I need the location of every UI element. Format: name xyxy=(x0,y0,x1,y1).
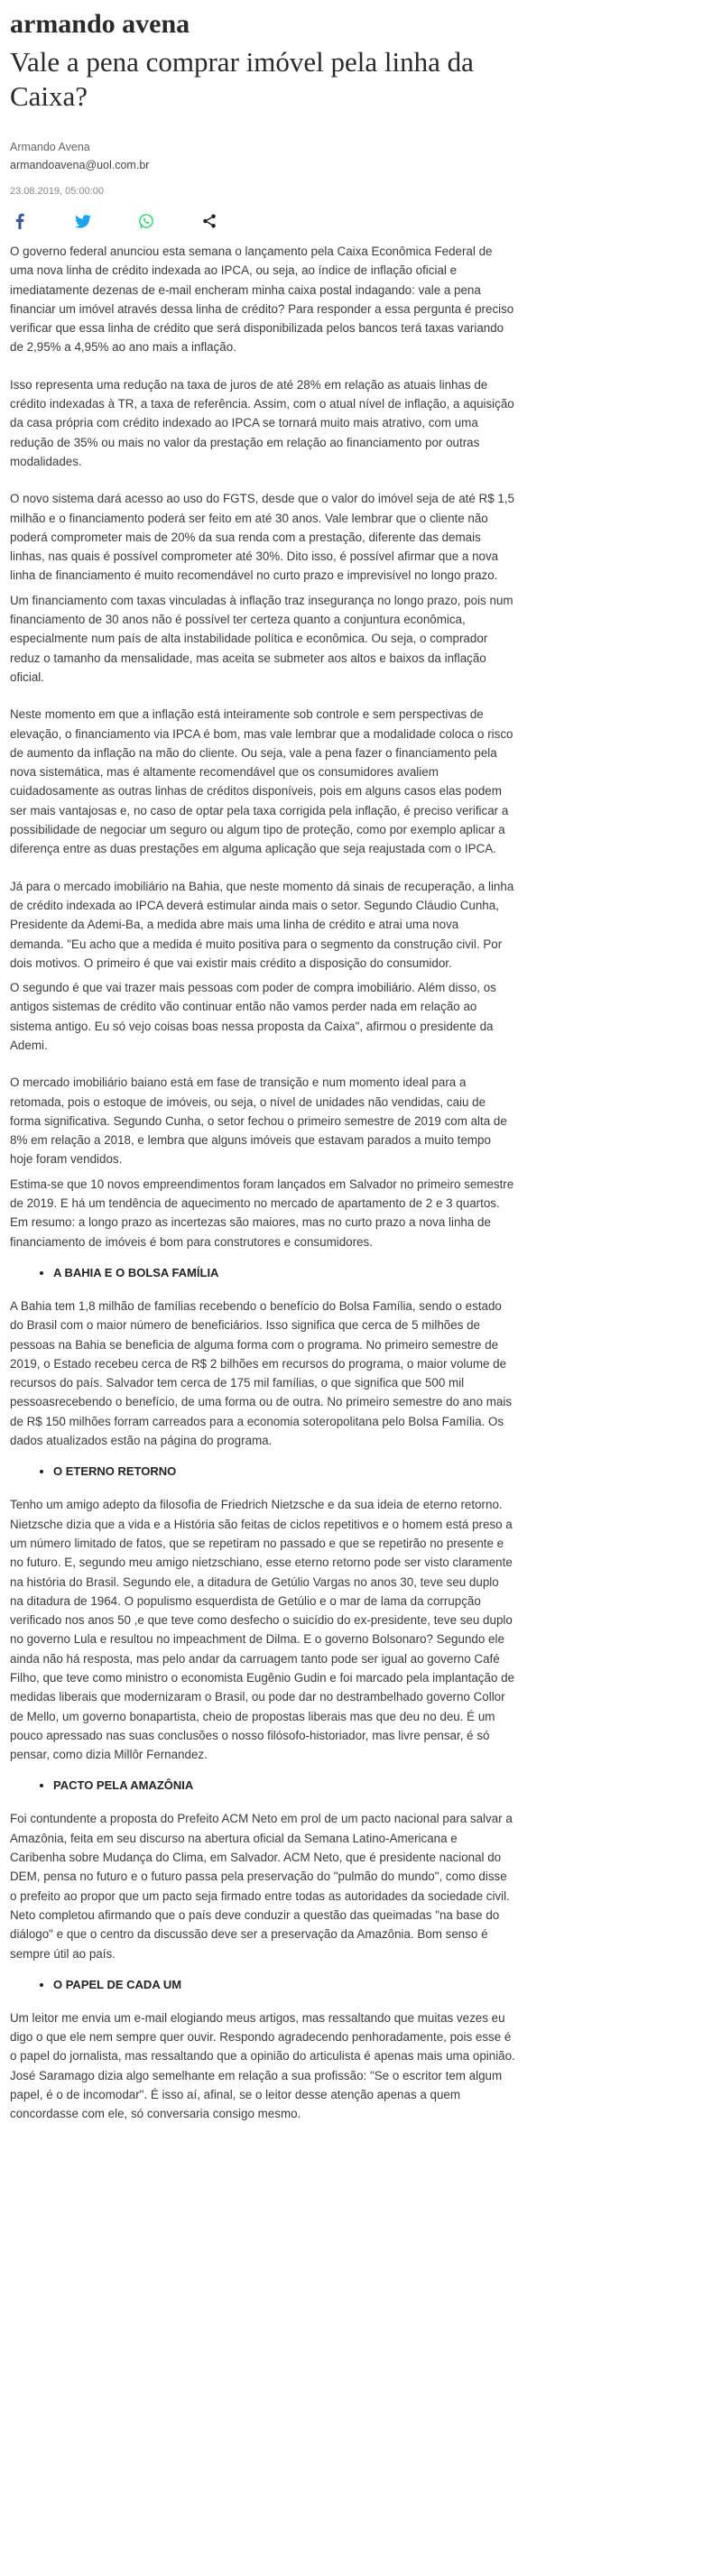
author-name: Armando Avena xyxy=(10,141,90,153)
section-heading: • O PAPEL DE CADA UM xyxy=(53,1976,515,1994)
facebook-icon[interactable] xyxy=(10,211,30,231)
twitter-icon[interactable] xyxy=(73,211,93,231)
article-headline: Vale a pena comprar imóvel pela linha da Caixa? xyxy=(10,46,474,112)
publish-date: 23.08.2019, 05:00:00 xyxy=(10,186,104,197)
share-bar xyxy=(10,211,515,231)
article-paragraph: O novo sistema dará acesso ao uso do FGTS, desde que o valor do imóvel seja de até R$ 1,5 milhão e o financiamento poderá ser feito em até 30 anos. Vale lembrar que o cliente não poderá comprometer mais de 20% da sua renda com a prestação, diferente das demais linhas, nas quais é possível comprometer até 30%. Dito isso, é possível afirmar que a nova linha de financiamento é muito recomendável no curto prazo e imprevisível no longo prazo. xyxy=(10,492,515,583)
section-heading: • PACTO PELA AMAZÔNIA xyxy=(53,1777,515,1795)
article-paragraph: Já para o mercado imobiliário na Bahia, que neste momento dá sinais de recuperação, a linha de crédito indexada ao IPCA deverá estimular ainda mais o setor. Segundo Cláudio Cunha, Presidente da Ademi-Ba, a medida abre mais uma linha de crédito e atrai uma nova demanda. "Eu acho que a medida é muito positiva para o segmento da construção civil. Por dois motivos. O primeiro é que vai existir mais crédito a disposição do consumidor. xyxy=(10,879,514,970)
article-paragraph: O governo federal anunciou esta semana o lançamento pela Caixa Econômica Federal de uma nova linha de crédito indexada ao IPCA, ou seja, ao índice de inflação oficial e imediatamente dezenas de e-mail encheram minha caixa postal indagando: vale a pena financiar um imóvel através dessa linha de crédito? Para responder a essa pergunta é preciso verificar que essa linha de crédito que será disponibilizada pelos bancos terá taxas variando de 2,95% a 4,95% ao ano mais a inflação. xyxy=(10,245,514,355)
share-icon[interactable] xyxy=(199,211,219,231)
whatsapp-icon[interactable] xyxy=(136,211,156,231)
article-paragraph: Tenho um amigo adepto da filosofia de Friedrich Nietzsche e da sua ideia de eterno retorno. Nietzsche dizia que a vida e a História são feitas de ciclos repetitivos e o homem está preso a um número limitado de fatos, que se repetiram no passado e que se repetirão no presente e no futuro. E, segundo meu amigo nietzschiano, esse eterno retorno pode ser visto claramente na história do Brasil. Segundo ele, a ditadura de Getúlio Vargas no anos 30, teve seu duplo na ditadura de 1964. O populismo esquerdista de Getúlio e o mar de lama da corrupção verificado nos anos 50 ,e que teve como desfecho o suicídio do ex-presidente, teve seu duplo no governo Lula e resultou no impeachment de Dilma. E o governo Bolsonaro? Segundo ele ainda não há resposta, mas pelo andar da carruagem tanto pode ser igual ao governo Café Filho, que teve como ministro o economista Eugênio Gudin e foi marcado pela implantação de medidas liberais que modernizaram o Brasil, ou pode dar no destrambelhado governo Collor de Mello, um governo bonapartista, cheio de propostas liberais mas que deu no deu. É um pouco apressado nas suas conclusões o nosso filósofo-historiador, mas livre pensar, é só pensar, como dizia Millôr Fernandez. xyxy=(10,1498,515,1762)
article-body xyxy=(10,242,515,2124)
section-heading-list xyxy=(10,1777,515,1795)
section-heading-list xyxy=(10,1976,515,1994)
article-paragraph: Neste momento em que a inflação está inteiramente sob controle e sem perspectivas de elevação, o financiamento via IPCA é bom, mas vale lembrar que a modalidade coloca o risco de aumento da inflação na mão do cliente. Ou seja, vale a pena fazer o financiamento pela nova sistemática, mas é altamente recomendável que os consumidores avaliem cuidadosamente as outras linhas de créditos disponíveis, pois em alguns casos elas podem ser mais vantajosas e, no caso de optar pela taxa corrigida pela inflação, é preciso verificar a possibilidade de negociar um seguro ou algum tipo de proteção, como por exemplo aplicar a diferença entre as duas prestações em alguma aplicação que seja reajustada com o IPCA. xyxy=(10,707,513,856)
article-paragraph: O mercado imobiliário baiano está em fase de transição e num momento ideal para a retomada, pois o estoque de imóveis, ou seja, o nível de unidades não vendidas, caiu de forma significativa. Segundo Cunha, o setor fechou o primeiro semestre de 2019 com alta de 8% em relação a 2018, e lembra que alguns imóveis que estavam parados a muito tempo hoje foram vendidos. xyxy=(10,1076,507,1167)
article-paragraph: Um leitor me envia um e-mail elogiando meus artigos, mas ressaltando que muitas vezes eu digo o que ele nem sempre quer ouvir. Respondo agradecendo penhoradamente, pois esse é o papel do jornalista, mas ressaltando que a opinião do articulista é apenas mais uma opinião. José Saramago dizia algo semelhante em relação a sua profissão: "Se o escritor tem algum papel, é o de incomodar". É isso aí, afinal, se o leitor desse atenção apenas a quem concordasse com ele, só conversaria consigo mesmo. xyxy=(10,2010,515,2121)
article-paragraph: Foi contundente a proposta do Prefeito ACM Neto em prol de um pacto nacional para salvar a Amazônia, feita em seu discurso na abertura oficial da Semana Latino-Americana e Caribenha sobre Mudança do Clima, em Salvador. ACM Neto, que é presidente nacional do DEM, pensa no futuro e o futuro passa pela preservação do "pulmão do mundo", como disse o prefeito ao propor que um pacto seja firmado entre todas as autoridades da sociedade civil. Neto completou afirmando que o país deve conduzir a questão das queimadas "na base do diálogo" e que o centro da discussão deve ser a preservação da Amazônia. Bom senso é sempre útil ao país. xyxy=(10,1812,513,1961)
article-paragraph: Isso representa uma redução na taxa de juros de até 28% em relação as atuais linhas de crédito indexadas à TR, a taxa de referência. Assim, com o atual nível de inflação, a aquisição da casa própria com crédito indexado ao IPCA se tornará muito mais atrativo, com uma redução de 35% ou mais no valor da prestação em relação ao financiamento por outras modalidades. xyxy=(10,377,514,468)
article-paragraph: O segundo é que vai trazer mais pessoas com poder de compra imobiliário. Além disso, os antigos sistemas de crédito vão continuar então não vamos perder nada em relação ao sistema antigo. Eu só vejo coisas boas nessa proposta da Caixa", afirmou o presidente da Ademi. xyxy=(10,981,496,1052)
article-paragraph: Um financiamento com taxas vinculadas à inflação traz insegurança no longo prazo, pois num financiamento de 30 anos não é possível ter certeza quanto a conjuntura econômica, especialmente num país de alta instabilidade política e econômica. Ou seja, o comprador reduz o tamanho da mensalidade, mas aceita se submeter aos altos e baixos da inflação oficial. xyxy=(10,593,513,684)
author-email[interactable]: armandoavena@uol.com.br xyxy=(10,159,150,171)
section-heading-list xyxy=(10,1264,515,1282)
section-heading-list xyxy=(10,1463,515,1481)
section-heading: • A BAHIA E O BOLSA FAMÍLIA xyxy=(53,1264,515,1282)
section-heading: • O ETERNO RETORNO xyxy=(53,1463,515,1481)
article-paragraph: A Bahia tem 1,8 milhão de famílias recebendo o benefício do Bolsa Família, sendo o estado do Brasil com o maior número de beneficiários. Isso significa que cerca de 5 milhões de pessoas na Bahia se beneficia de alguma forma com o programa. No primeiro semestre de 2019, o Estado recebeu cerca de R$ 2 bilhões em recursos do programa, o maior volume de recursos do país. Salvador tem cerca de 175 mil famílias, o que significa que 500 mil pessoasrecebendo o benefício, de uma forma ou de outra. No primeiro semestre do ano mais de R$ 150 milhões forram carreados para a economia soteropolitana pelo Bolsa Família. Os dados atualizados estão na página do programa. xyxy=(10,1298,513,1448)
column-name: armando avena xyxy=(10,9,190,39)
article-paragraph: Estima-se que 10 novos empreendimentos foram lançados em Salvador no primeiro semestre de 2019. E há um tendência de aquecimento no mercado de apartamento de 2 e 3 quartos. Em resumo: a longo prazo as incertezas são maiores, mas no curto prazo a nova linha de financiamento de imóveis é bom para construtores e consumidores. xyxy=(10,1177,514,1249)
